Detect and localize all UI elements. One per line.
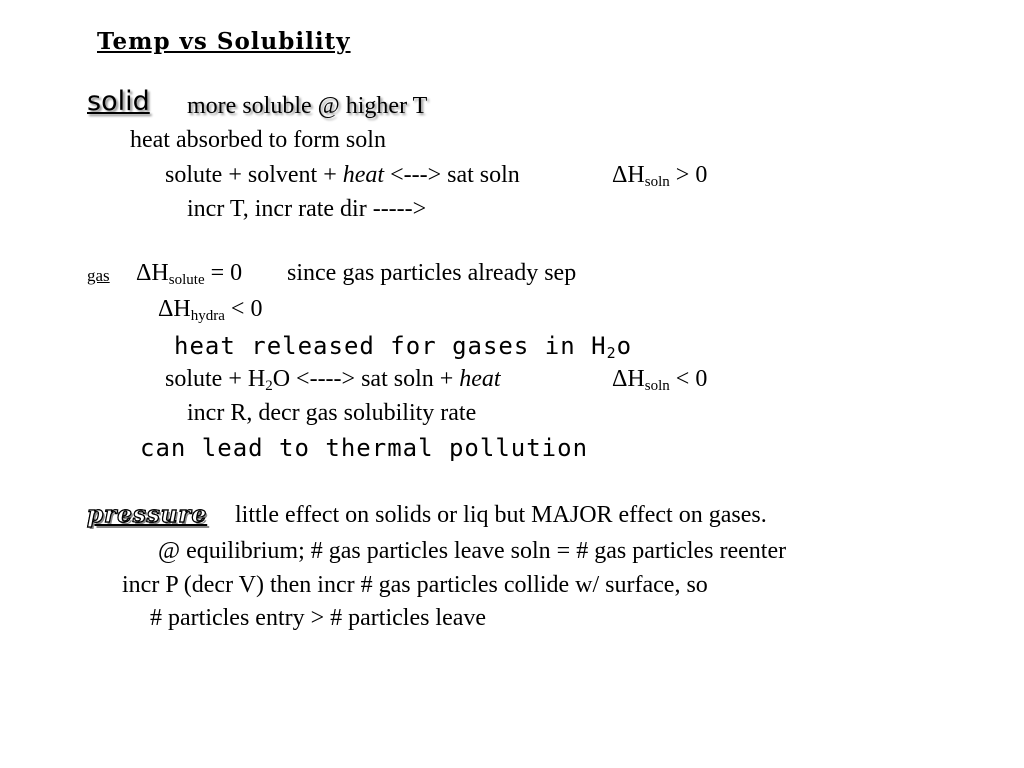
delta-h-symbol: ΔH xyxy=(158,296,191,322)
gas-eq-heat: heat xyxy=(459,366,501,392)
delta-h-sub: soln xyxy=(644,174,670,190)
gas-eq-pre: solute + H xyxy=(165,366,266,392)
delta-h-rest: < 0 xyxy=(224,296,263,322)
solid-eq-mid: <---> sat soln xyxy=(384,162,520,188)
slide-title: Temp vs Solubility xyxy=(97,28,351,55)
solid-equation xyxy=(165,163,520,187)
gas-heat-released xyxy=(174,332,633,362)
released-post: o xyxy=(616,332,633,360)
delta-h-symbol: ΔH xyxy=(612,366,645,392)
gas-equation xyxy=(165,366,501,394)
gas-label: gas xyxy=(87,266,110,285)
solid-eq-heat: heat xyxy=(342,162,385,188)
solid-delta-h xyxy=(612,162,708,190)
gas-delta-h-soln xyxy=(612,366,708,394)
gas-incr-line: incr R, decr gas solubility rate xyxy=(187,400,477,426)
delta-h-sub: soln xyxy=(644,378,670,394)
gas-delta-h-hydra xyxy=(158,296,263,324)
delta-h-sub: hydra xyxy=(190,308,225,324)
pressure-incr-line: incr P (decr V) then incr # gas particles collide w/ surface, so xyxy=(122,572,708,598)
gas-eq-sub: 2 xyxy=(265,378,273,394)
solid-incr-line: incr T, incr rate dir -----> xyxy=(187,196,427,222)
delta-h-symbol: ΔH xyxy=(612,162,645,188)
pressure-label: pressure xyxy=(87,501,208,528)
delta-h-sub: solute xyxy=(168,272,205,288)
solid-eq-pre: solute + solvent + xyxy=(165,162,343,188)
delta-h-rest: > 0 xyxy=(669,162,708,188)
solid-heat-absorbed: heat absorbed to form soln xyxy=(130,127,386,153)
released-pre: heat released for gases in H xyxy=(174,332,607,360)
gas-eq-mid: O <----> sat soln + xyxy=(272,366,460,392)
pressure-equilibrium-line: @ equilibrium; # gas particles leave soln = # gas particles reenter xyxy=(158,538,787,564)
released-sub: 2 xyxy=(606,344,617,362)
delta-h-rest: = 0 xyxy=(204,260,243,286)
pressure-entry-line: # particles entry > # particles leave xyxy=(150,605,487,631)
delta-h-symbol: ΔH xyxy=(136,260,169,286)
gas-delta-h-solute xyxy=(136,260,243,288)
solid-headline: more soluble @ higher T xyxy=(187,93,428,119)
delta-h-rest: < 0 xyxy=(669,366,708,392)
gas-solute-note: since gas particles already sep xyxy=(287,260,577,286)
gas-thermal-pollution: can lead to thermal pollution xyxy=(140,434,589,462)
pressure-headline: little effect on solids or liq but MAJOR effect on gases. xyxy=(235,502,767,528)
solid-label: solid xyxy=(87,86,150,117)
